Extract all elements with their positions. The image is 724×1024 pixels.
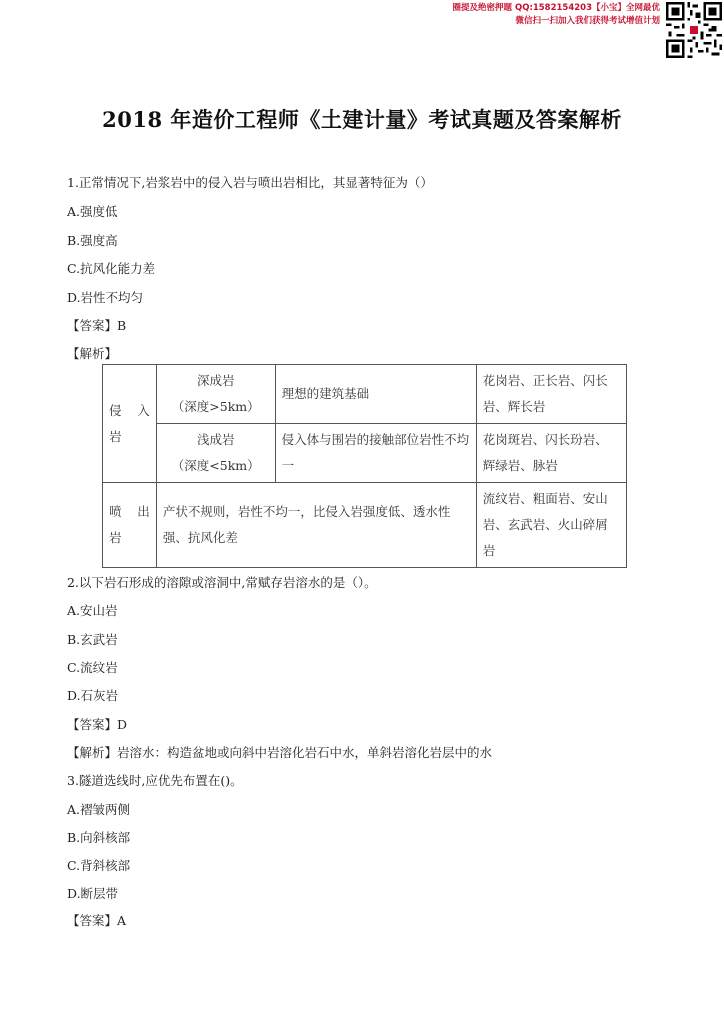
q2-option-d: D.石灰岩 xyxy=(67,688,119,703)
table-row xyxy=(103,424,627,483)
q3-option-d: D.断层带 xyxy=(67,886,119,901)
q2-option-c: C.流纹岩 xyxy=(67,660,118,675)
shallow-rock-examples: 花岗斑岩、闪长玢岩、辉绿岩、脉岩 xyxy=(476,424,626,483)
shallow-rock-cell xyxy=(156,424,275,483)
page-title: 2018 年造价工程师《土建计量》考试真题及答案解析 xyxy=(102,107,622,132)
q3-stem: 3.隧道选线时,应优先布置在()。 xyxy=(67,773,243,788)
deep-rock-name: 深成岩 xyxy=(196,373,235,388)
deep-rock-description: 理想的建筑基础 xyxy=(275,365,476,424)
qr-code-icon[interactable] xyxy=(666,2,722,58)
q1-option-c: C.抗风化能力差 xyxy=(67,261,156,276)
deep-rock-cell xyxy=(156,365,275,424)
table-row xyxy=(103,483,627,568)
extrusive-rock-description: 产状不规则，岩性不均一，比侵入岩强度低、透水性强、抗风化差 xyxy=(156,483,476,568)
deep-rock-examples: 花岗岩、正长岩、闪长岩、辉长岩 xyxy=(476,365,626,424)
extrusive-rock-cell: 喷 出 岩 xyxy=(103,483,157,568)
q1-stem: 1.正常情况下,岩浆岩中的侵入岩与喷出岩相比，其显著特征为（） xyxy=(67,175,433,190)
extrusive-rock-examples: 流纹岩、粗面岩、安山岩、玄武岩、火山碎屑岩 xyxy=(476,483,626,568)
table-row xyxy=(103,365,627,424)
intrusive-rock-cell: 侵 入 岩 xyxy=(103,365,157,483)
q1-option-a: A.强度低 xyxy=(67,204,118,219)
shallow-rock-description: 侵入体与围岩的接触部位岩性不均一 xyxy=(275,424,476,483)
q3-answer: 【答案】A xyxy=(67,913,127,928)
q3-option-a: A.褶皱两侧 xyxy=(67,802,131,817)
q1-answer: 【答案】B xyxy=(67,318,127,333)
rock-classification-table xyxy=(102,364,627,568)
q2-option-a: A.安山岩 xyxy=(67,603,118,618)
header-note-line1: 圈提及绝密押题 QQ:1582154203【小宝】全网最优 xyxy=(452,3,660,13)
deep-rock-depth: （深度>5km） xyxy=(171,399,260,414)
header-note xyxy=(453,2,660,28)
header-note-line2: 微信扫一扫加入我们获得考试增值计划 xyxy=(515,16,660,26)
q1-analysis-label: 【解析】 xyxy=(67,346,118,361)
q3-option-b: B.向斜核部 xyxy=(67,830,131,845)
shallow-rock-depth: （深度<5km） xyxy=(171,458,260,473)
q2-answer: 【答案】D xyxy=(67,717,128,732)
q1-option-b: B.强度高 xyxy=(67,233,118,248)
q3-option-c: C.背斜核部 xyxy=(67,858,131,873)
q2-stem: 2.以下岩石形成的溶隙或溶洞中,常赋存岩溶水的是（）。 xyxy=(67,575,377,590)
shallow-rock-name: 浅成岩 xyxy=(196,432,235,447)
q2-option-b: B.玄武岩 xyxy=(67,632,118,647)
q2-analysis: 【解析】岩溶水：构造盆地或向斜中岩溶化岩石中水，单斜岩溶化岩层中的水 xyxy=(67,745,493,760)
q1-option-d: D.岩性不均匀 xyxy=(67,290,144,305)
